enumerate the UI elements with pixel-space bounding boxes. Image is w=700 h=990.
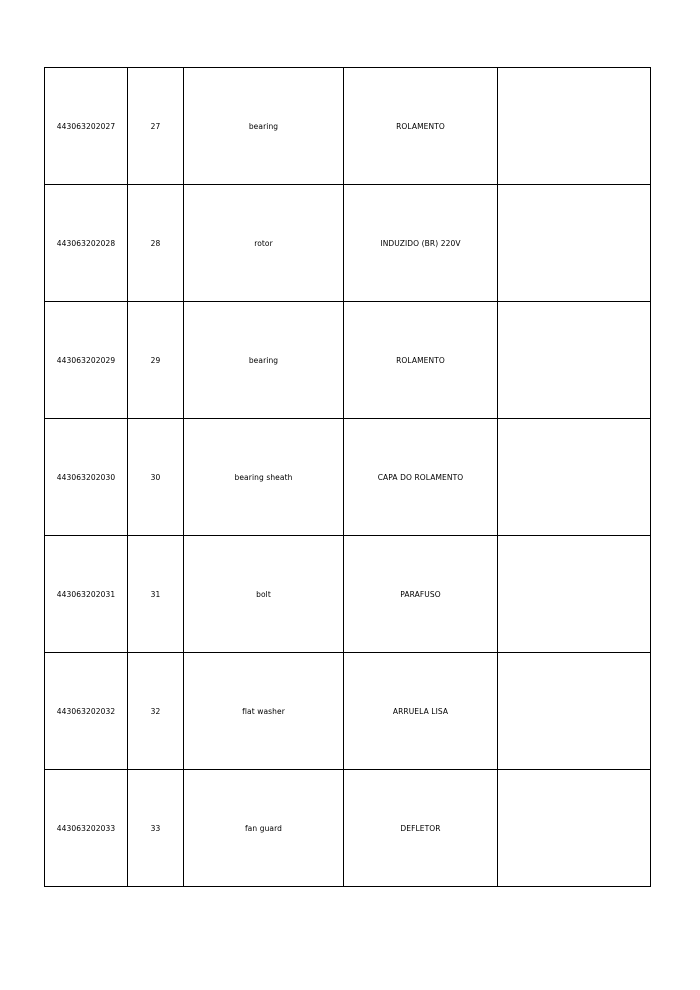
description-en-cell: bearing (184, 68, 344, 185)
part-code-cell: 443063202032 (45, 653, 128, 770)
table-row (45, 770, 651, 887)
description-en-cell: bearing (184, 302, 344, 419)
part-code-cell: 443063202030 (45, 419, 128, 536)
description-pt-cell: DEFLETOR (344, 770, 498, 887)
table-row (45, 419, 651, 536)
table-row (45, 653, 651, 770)
item-number-cell: 30 (128, 419, 184, 536)
parts-table (44, 67, 651, 887)
part-code-cell: 443063202033 (45, 770, 128, 887)
description-pt-cell: ROLAMENTO (344, 302, 498, 419)
note-cell (498, 302, 651, 419)
item-number-cell: 28 (128, 185, 184, 302)
note-cell (498, 185, 651, 302)
description-pt-cell: ROLAMENTO (344, 68, 498, 185)
part-code-cell: 443063202029 (45, 302, 128, 419)
description-pt-cell: INDUZIDO (BR) 220V (344, 185, 498, 302)
table-row (45, 68, 651, 185)
description-pt-cell: CAPA DO ROLAMENTO (344, 419, 498, 536)
description-pt-cell: ARRUELA LISA (344, 653, 498, 770)
note-cell (498, 68, 651, 185)
table-row (45, 185, 651, 302)
note-cell (498, 536, 651, 653)
description-en-cell: flat washer (184, 653, 344, 770)
item-number-cell: 27 (128, 68, 184, 185)
table-row (45, 302, 651, 419)
item-number-cell: 31 (128, 536, 184, 653)
part-code-cell: 443063202031 (45, 536, 128, 653)
part-code-cell: 443063202027 (45, 68, 128, 185)
description-en-cell: fan guard (184, 770, 344, 887)
item-number-cell: 33 (128, 770, 184, 887)
description-pt-cell: PARAFUSO (344, 536, 498, 653)
description-en-cell: bolt (184, 536, 344, 653)
note-cell (498, 770, 651, 887)
description-en-cell: rotor (184, 185, 344, 302)
item-number-cell: 32 (128, 653, 184, 770)
note-cell (498, 653, 651, 770)
description-en-cell: bearing sheath (184, 419, 344, 536)
item-number-cell: 29 (128, 302, 184, 419)
note-cell (498, 419, 651, 536)
table-row (45, 536, 651, 653)
part-code-cell: 443063202028 (45, 185, 128, 302)
